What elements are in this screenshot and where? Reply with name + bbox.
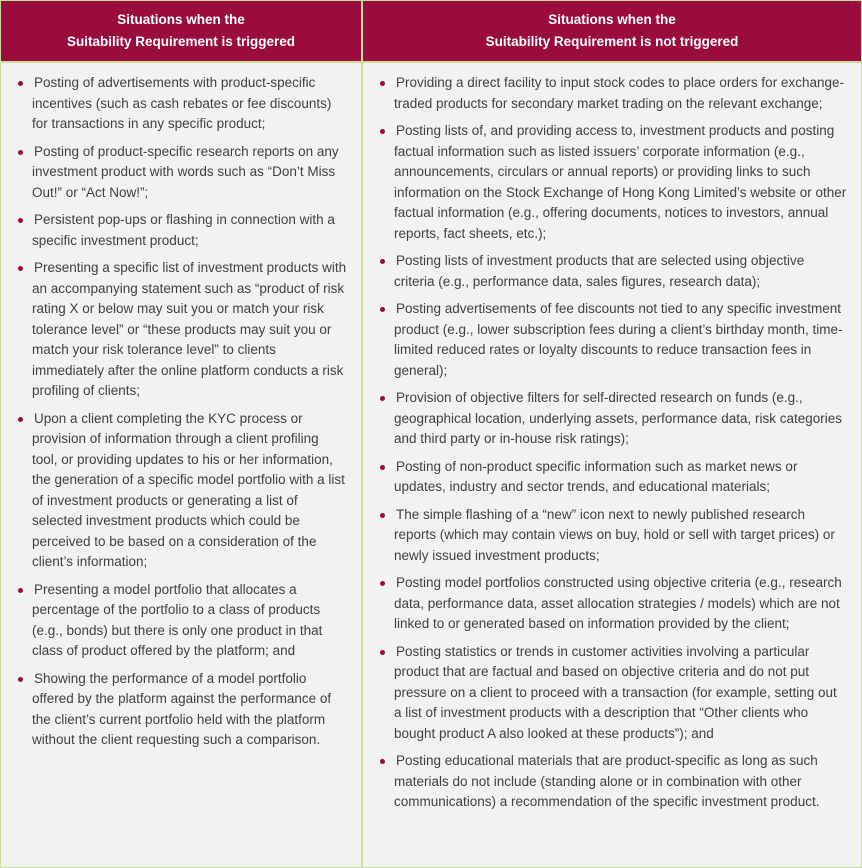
list-item: Posting statistics or trends in customer activities involving a particular product that are factual and based on objective criteria and do not put pressure on a client to proceed with a transaction (for example, setting out a list of investment products with a description that “Other clients who bought product A also looked at these products”); and: [375, 642, 847, 745]
header-triggered: [1, 1, 361, 61]
triggered-situations-list: [1, 63, 361, 867]
list-item: Posting educational materials that are product-specific as long as such materials do not include (standing alone or in combination with other communications) a recommendation of the specific investment product.: [375, 751, 847, 813]
list-item: Showing the performance of a model portfolio offered by the platform against the performance of the client’s current portfolio held with the platform without the client requesting such a comparison.: [13, 669, 347, 751]
list-item: Providing a direct facility to input stock codes to place orders for exchange-traded products for secondary market trading on the relevant exchange;: [375, 73, 847, 114]
header-not-triggered: [363, 1, 861, 61]
list-item: Posting lists of investment products that are selected using objective criteria (e.g., performance data, sales figures, research data);: [375, 251, 847, 292]
list-item: The simple flashing of a “new” icon next to newly published research reports (which may contain views on buy, hold or sell with target prices) or newly issued investment products;: [375, 505, 847, 567]
list-item: Posting of advertisements with product-specific incentives (such as cash rebates or fee discounts) for transactions in any specific product;: [13, 73, 347, 135]
list-item: Posting of non-product specific information such as market news or updates, industry and sector trends, and educational materials;: [375, 457, 847, 498]
list-item: Presenting a specific list of investment products with an accompanying statement such as “product of risk rating X or below may suit you or match your risk tolerance level” or “these products may suit you or match your risk tolerance level” to clients immediately after the online platform conducts a risk profiling of clients;: [13, 258, 347, 402]
header-not-triggered-line1: Situations when the: [548, 12, 676, 27]
header-triggered-line1: Situations when the: [117, 12, 245, 27]
list-item: Posting advertisements of fee discounts not tied to any specific investment product (e.g., lower subscription fees during a client’s birthday month, time-limited reduced rates or loyalty discounts to reduce transaction fees in general);: [375, 299, 847, 381]
list-item: Provision of objective filters for self-directed research on funds (e.g., geographical location, underlying assets, performance data, risk categories and third party or in-house risk ratings);: [375, 388, 847, 450]
list-item: Posting lists of, and providing access to, investment products and posting factual information such as listed issuers’ corporate information (e.g., announcements, circulars or annual reports) or providing links to such information on the Stock Exchange of Hong Kong Limited’s website or other factual information (e.g., offering documents, notices to investors, annual reports, fact sheets, etc.);: [375, 121, 847, 244]
header-triggered-line2: Suitability Requirement is triggered: [66, 34, 296, 49]
header-not-triggered-line2: Suitability Requirement is not triggered: [485, 34, 739, 49]
list-item: Persistent pop-ups or flashing in connection with a specific investment product;: [13, 210, 347, 251]
list-item: Posting model portfolios constructed using objective criteria (e.g., research data, performance data, asset allocation strategies / models) which are not linked to or generated based on information provided by the client;: [375, 573, 847, 635]
list-item: Presenting a model portfolio that allocates a percentage of the portfolio to a class of products (e.g., bonds) but there is only one product in that class of product offered by the platform; and: [13, 580, 347, 662]
list-item: Posting of product-specific research reports on any investment product with words such as “Don’t Miss Out!” or “Act Now!”;: [13, 142, 347, 204]
list-item: Upon a client completing the KYC process or provision of information through a client profiling tool, or providing updates to his or her information, the generation of a specific model portfolio with a list of investment products or generating a list of selected investment products which could be perceived to be based on a consideration of the client’s information;: [13, 409, 347, 573]
not-triggered-situations-list: [363, 63, 861, 867]
